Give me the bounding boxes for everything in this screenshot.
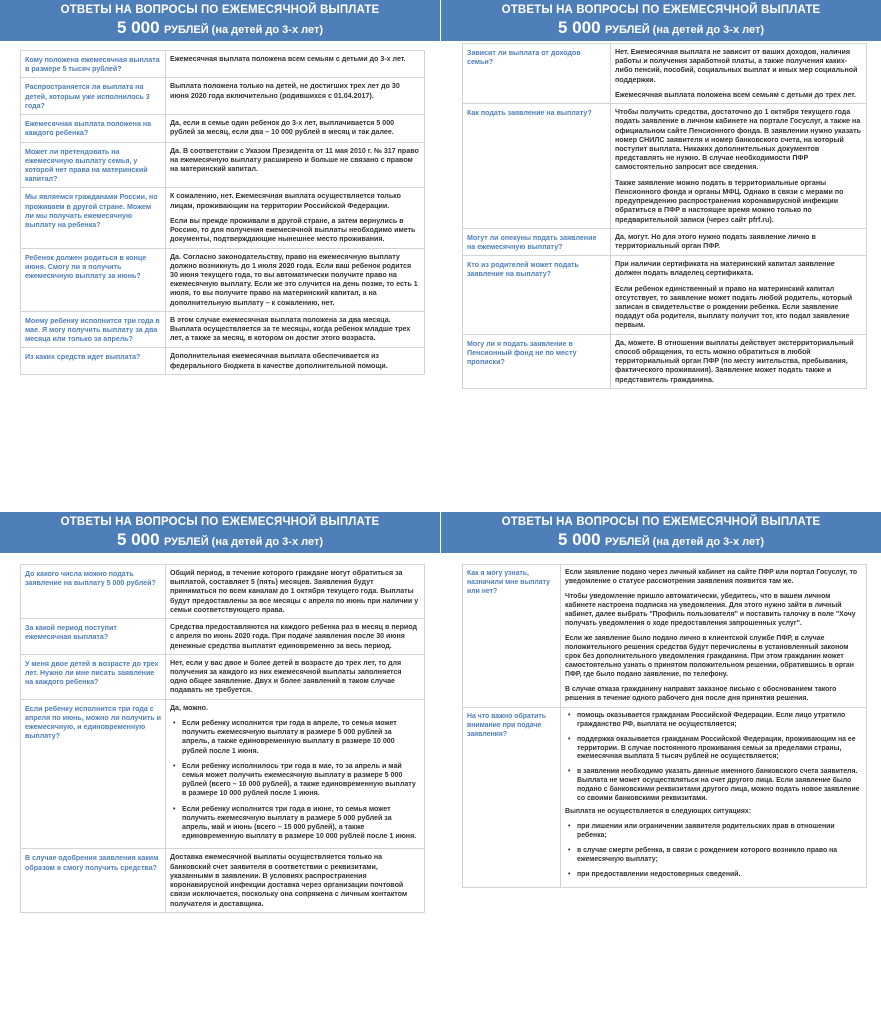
answer-text: Да, можно. bbox=[170, 703, 208, 712]
list-item: • при предоставлении недостоверных сведений. bbox=[565, 871, 862, 880]
answer bbox=[611, 228, 867, 255]
question: Из каких средств идет выплата? bbox=[21, 348, 166, 374]
list-item: • при лишении или ограничении заявителя родительских прав в отношении ребенка; bbox=[565, 823, 862, 841]
answer-text: Нет, если у вас двое и более детей в возрасте до трех лет, то для получения за каждого из них ежемесячной выплаты заполняется одно общее заявление. Двух и более заявлений в таком случае подавать не требуется. bbox=[170, 658, 402, 695]
list-item: • Если ребенку исполнится три года в апреле, то семья может получить ежемесячную выплату в размере 5 000 рублей за апрель, а также единовременную выплату в размере 10 000 рублей после 1 июня. bbox=[170, 719, 420, 756]
table-row bbox=[21, 565, 425, 619]
table-row bbox=[21, 142, 425, 188]
table-row bbox=[463, 44, 867, 104]
table-row bbox=[21, 51, 425, 78]
answer-text: Выплата не осуществляется в следующих ситуациях: bbox=[565, 808, 752, 816]
answer-text: В случае отказа гражданину направят заказное письмо с обоснованием такого решения в течение одного рабочего дня после дня принятия решения. bbox=[565, 685, 837, 702]
panel-header bbox=[441, 512, 881, 553]
list-item: • помощь оказывается гражданам Российской Федерации. Если лицо утратило гражданство РФ, выплата не осуществляется; bbox=[565, 712, 862, 730]
question: Кому положена ежемесячная выплата в размере 5 тысяч рублей? bbox=[21, 51, 166, 78]
panel-title: ОТВЕТЫ НА ВОПРОСЫ ПО ЕЖЕМЕСЯЧНОЙ ВЫПЛАТЕ bbox=[60, 4, 380, 16]
question: Могу ли я подать заявление в Пенсионный фонд не по месту прописки? bbox=[463, 334, 611, 388]
bullet-list bbox=[565, 712, 862, 805]
panel-header bbox=[441, 0, 881, 41]
answer bbox=[611, 256, 867, 335]
amount-caption: РУБЛЕЙ (на детей до 3-х лет) bbox=[163, 24, 324, 36]
table-row bbox=[21, 115, 425, 142]
faq-table bbox=[20, 564, 425, 913]
amount: 5 000 bbox=[116, 530, 160, 549]
answer bbox=[166, 348, 425, 374]
panel-subtitle bbox=[441, 19, 881, 39]
answer-text: Да. Согласно законодательству, право на ежемесячную выплату должно возникнуть до 1 июля 2020 года. Если ваш ребенок родится 30 июня текущего года, то вы автоматически получите право на ежемесячную выплату. Если же это случится на день позже, то есть 1 июля, то вы получите право на материнский капитал, а на дополнительную выплату – к сожалению, нет. bbox=[170, 252, 418, 307]
answer-text: Если ребенок единственный и право на материнский капитал отсутствует, то заявление может подать любой родитель, который записан в свидетельстве о рождении ребенка. Если заявление подадут оба родителя, выплату получит тот, кто подал заявление первым. bbox=[615, 284, 853, 330]
answer bbox=[166, 142, 425, 188]
faq-table bbox=[462, 43, 867, 389]
answer-text: Если заявление подано через личный кабинет на сайте ПФР или портал Госуслуг, то уведомление о статусе рассмотрения заявления появится там же. bbox=[565, 569, 858, 585]
amount: 5 000 bbox=[116, 18, 160, 37]
list-item: • в заявлении необходимо указать данные именного банковского счета заявителя. Выплата не может осуществляться на счет другого лица. Если заявление было подано с банковскими реквизитами другого лица, можно подать новое заявление со своими банковскими реквизитами. bbox=[565, 768, 862, 804]
answer-text: Ежемесячная выплата положена всем семьям с детьми до 3-х лет. bbox=[170, 55, 406, 63]
table-row bbox=[463, 565, 867, 708]
question: Если ребенку исполнится три года с апреля по июнь, можно ли получить и ежемесячную, и единовременную выплату? bbox=[21, 699, 166, 849]
panel-header bbox=[0, 0, 440, 41]
answer-text: Если же заявление было подано лично в клиентской службе ПФР, в случае положительного решения средства будут перечислены в установленный законом срок без дополнительного уведомления гражданина. При этом гражданин может самостоятельно узнать о принятом положительном решении, обратившись в орган ПФР, где было подано заявление, по телефону. bbox=[565, 634, 854, 678]
answer-text: Чтобы получить средства, достаточно до 1 октября текущего года подать заявление в личном кабинете на портале Госуслуг, а также на официальном сайте Пенсионного фонда. В заявлении нужно указать номер СНИЛС заявителя и номер банковского счета, на который поступит выплата. Никаких дополнительных документов представлять не нужно. В случае необходимости ПФР самостоятельно запросит все сведения. bbox=[615, 108, 861, 172]
table-row bbox=[21, 849, 425, 912]
answer bbox=[166, 619, 425, 655]
table-row bbox=[463, 256, 867, 335]
table-row bbox=[21, 348, 425, 374]
answer bbox=[166, 78, 425, 115]
answer-text: Дополнительная ежемесячная выплата обеспечивается из федерального бюджета в качестве дополнительной помощи. bbox=[170, 352, 388, 370]
question: Зависит ли выплата от доходов семьи? bbox=[463, 44, 611, 104]
answer bbox=[166, 699, 425, 849]
table-row bbox=[463, 334, 867, 388]
faq-panel-2 bbox=[441, 0, 881, 512]
answer bbox=[166, 248, 425, 311]
table-row bbox=[463, 707, 867, 888]
answer-text: Да, могут. Но для этого нужно подать заявление лично в территориальный орган ПФР. bbox=[615, 232, 816, 250]
table-row bbox=[21, 619, 425, 655]
question: Может ли претендовать на ежемесячную выплату семья, у которой нет права на материнский капитал? bbox=[21, 142, 166, 188]
question: Ежемесячная выплата положена на каждого ребенка? bbox=[21, 115, 166, 142]
table-row bbox=[21, 311, 425, 348]
answer bbox=[611, 334, 867, 388]
answer-text: Ежемесячная выплата положена всем семьям с детьми до трех лет. bbox=[615, 90, 856, 99]
panel-title: ОТВЕТЫ НА ВОПРОСЫ ПО ЕЖЕМЕСЯЧНОЙ ВЫПЛАТЕ bbox=[501, 4, 821, 16]
answer-text: Доставка ежемесячной выплаты осуществляется только на банковский счет заявителя в соответствии с реквизитами, указанными в заявлении. В условиях распространения коронавирусной инфекции доставка через организации почтовой связи исключается, поскольку она сопряжена с личным контактом получателя и доставщика. bbox=[170, 853, 408, 908]
table-row bbox=[21, 248, 425, 311]
answer-text: Нет. Ежемесячная выплата не зависит от ваших доходов, наличия работы и получения заработной платы, а также получения каких-либо пенсий, пособий, социальных выплат и иных мер социальной поддержки. bbox=[615, 48, 858, 84]
faq-panel-3 bbox=[0, 512, 440, 1024]
answer bbox=[611, 104, 867, 229]
answer-text: Общий период, в течение которого граждане могут обратиться за выплатой, составляет 5 (пять) месяцев. Заявления будут приниматься по всем каналам до 1 октября текущего года. Выплаты будут предоставлены за все месяцы с апреля по июнь при наличии у семьи соответствующего права. bbox=[170, 569, 419, 614]
amount: 5 000 bbox=[557, 18, 601, 37]
list-item: • Если ребенку исполнится три года в июне, то семья может получить ежемесячную выплату в размере 5 000 рублей за апрель, май и июнь (всего – 15 000 рублей), а также единовременную выплату в размере 10 000 рублей после 1 июня. bbox=[170, 805, 420, 842]
list-item: • поддержка оказывается гражданам Российской Федерации, проживающим на ее территории. В случае постоянного проживания семьи за пределами страны, ежемесячная выплата 5 тысяч рублей не осуществляется; bbox=[565, 736, 862, 763]
answer-text: Если вы прежде проживали в другой стране, а затем вернулись в Россию, то для получения ежемесячной выплаты необходимо иметь документы, подтверждающие нынешнее место проживания. bbox=[170, 216, 416, 244]
panel-header bbox=[0, 512, 440, 553]
answer bbox=[166, 654, 425, 699]
answer bbox=[561, 707, 867, 888]
answer bbox=[166, 115, 425, 142]
question: Распространяется ли выплата на детей, которым уже исполнилось 3 года? bbox=[21, 78, 166, 115]
question: Могут ли опекуны подать заявление на ежемесячную выплату? bbox=[463, 228, 611, 255]
bullet-list bbox=[565, 823, 862, 880]
question: Как подать заявление на выплату? bbox=[463, 104, 611, 229]
panel-title: ОТВЕТЫ НА ВОПРОСЫ ПО ЕЖЕМЕСЯЧНОЙ ВЫПЛАТЕ bbox=[60, 516, 380, 528]
answer-text: Чтобы уведомление пришло автоматически, убедитесь, что в вашем личном кабинете настроена подписка на уведомления. Для этого нужно зайти в личный кабинет, далее выбрать "Профиль пользователя" и поставить галочку в поле "Хочу получать уведомления о ходе предоставления запрошенных услуг". bbox=[565, 592, 856, 627]
question: На что важно обратить внимание при подаче заявления? bbox=[463, 707, 561, 888]
faq-table bbox=[462, 564, 867, 888]
table-row bbox=[21, 699, 425, 849]
table-row bbox=[21, 654, 425, 699]
answer-text: Да, можете. В отношении выплаты действует экстерриториальный способ обращения, то есть можно обратиться в любой территориальный орган ПФР (по месту жительства, пребывания, фактического проживания). Заявление может подать также и представитель гражданина. bbox=[615, 338, 854, 384]
answer-text: При наличии сертификата на материнский капитал заявление должен подать владелец сертификата. bbox=[615, 260, 835, 278]
table-row bbox=[463, 228, 867, 255]
amount-caption: РУБЛЕЙ (на детей до 3-х лет) bbox=[604, 536, 765, 548]
list-item: • Если ребенку исполнилось три года в мае, то за апрель и май семья может получить ежемесячную выплату в размере 5 000 рублей (всего – 10 000 рублей), а также единовременную выплату в размере 10 000 рублей после 1 июня. bbox=[170, 762, 420, 799]
panel-subtitle bbox=[441, 531, 881, 551]
answer bbox=[561, 565, 867, 708]
table-row bbox=[21, 78, 425, 115]
question: Моему ребенку исполнится три года в мае. Я могу получить выплату за два месяца или только за апрель? bbox=[21, 311, 166, 348]
answer bbox=[166, 51, 425, 78]
amount-caption: РУБЛЕЙ (на детей до 3-х лет) bbox=[163, 536, 324, 548]
answer-text: Средства предоставляются на каждого ребенка раз в месяц в период с апреля по июнь 2020 года. При подаче заявления после 30 июня денежные средства выплатят единовременно за весь период. bbox=[170, 623, 418, 650]
question: За какой период поступит ежемесячная выплата? bbox=[21, 619, 166, 655]
faq-table bbox=[20, 50, 425, 375]
faq-panel-4 bbox=[441, 512, 881, 1024]
question: В случае одобрения заявления каким образом я смогу получить средства? bbox=[21, 849, 166, 912]
answer bbox=[166, 311, 425, 348]
question: Ребенок должен родиться в конце июня. Смогу ли я получить ежемесячную выплату за июнь? bbox=[21, 248, 166, 311]
answer bbox=[166, 188, 425, 248]
question: У меня двое детей в возрасте до трех лет. Нужно ли мне писать заявление на каждого ребенка? bbox=[21, 654, 166, 699]
answer-text: Да, если в семье один ребенок до 3-х лет, выплачивается 5 000 рублей за месяц, если два – 10 000 рублей в месяц и так далее. bbox=[170, 119, 395, 137]
answer bbox=[166, 849, 425, 912]
list-item: • в случае смерти ребенка, в связи с рождением которого возникло право на ежемесячную выплату; bbox=[565, 847, 862, 865]
answer-text: Выплата положена только на детей, не достигших трех лет до 30 июня 2020 года включительно (родившихся с 01.04.2017). bbox=[170, 82, 400, 100]
amount-caption: РУБЛЕЙ (на детей до 3-х лет) bbox=[604, 24, 765, 36]
answer-text: Также заявление можно подать в территориальные органы Пенсионного фонда и органы МФЦ. Однако в связи с мерами по предупреждению распространения коронавирусной инфекции обратиться в ПФР в настоящее время можно только по предварительной записи (через сайт pfrf.ru). bbox=[615, 178, 844, 224]
amount: 5 000 bbox=[557, 530, 601, 549]
answer-text: В этом случае ежемесячная выплата положена за два месяца. Выплата осуществляется за те месяцы, когда ребенок младше трех лет, а также за месяц, в котором он достиг этого возраста. bbox=[170, 315, 411, 343]
panel-subtitle bbox=[0, 19, 440, 39]
question: До какого числа можно подать заявление на выплату 5 000 рублей? bbox=[21, 565, 166, 619]
panel-subtitle bbox=[0, 531, 440, 551]
table-row bbox=[21, 188, 425, 248]
panel-title: ОТВЕТЫ НА ВОПРОСЫ ПО ЕЖЕМЕСЯЧНОЙ ВЫПЛАТЕ bbox=[501, 516, 821, 528]
answer-text: К сожалению, нет. Ежемесячная выплата осуществляется только лицам, проживающим на территории Российской Федерации. bbox=[170, 192, 401, 210]
question: Мы являемся гражданами России, но проживаем в другой стране. Можем ли мы получать ежемесячную выплату на ребенка? bbox=[21, 188, 166, 248]
answer bbox=[166, 565, 425, 619]
bullet-list bbox=[170, 719, 420, 842]
table-row bbox=[463, 104, 867, 229]
answer bbox=[611, 44, 867, 104]
question: Как я могу узнать, назначили мне выплату или нет? bbox=[463, 565, 561, 708]
faq-panel-1 bbox=[0, 0, 440, 512]
answer-text: Да. В соответствии с Указом Президента от 11 мая 2010 г. № 317 право на ежемесячную выплату расширено и больше не связано с правом на материнский капитал. bbox=[170, 146, 419, 173]
question: Кто из родителей может подать заявление на выплату? bbox=[463, 256, 611, 335]
